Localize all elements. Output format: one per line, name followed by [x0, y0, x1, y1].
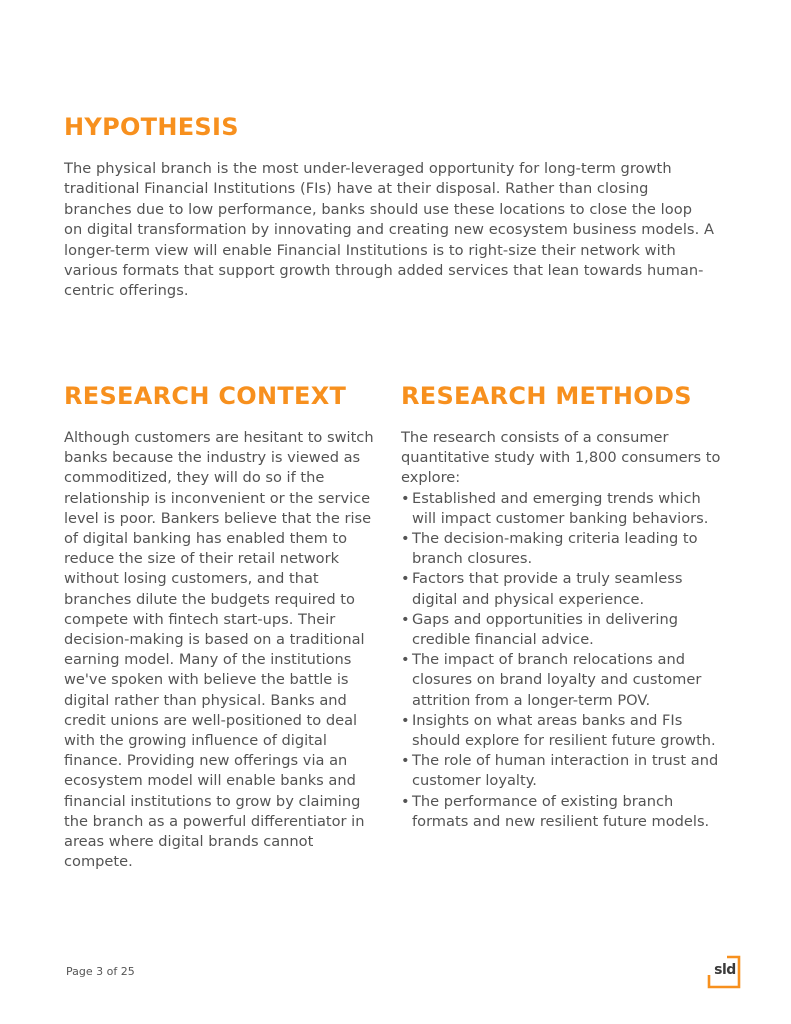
research-methods-intro: The research consists of a consumer quantitative study with 1,800 consumers to explore:: [401, 429, 721, 487]
research-context-paragraph: Although customers are hesitant to switch banks because the industry is viewed as commoditized, they will do so if the relationship is inconvenient or the service level is poor. Bankers believe that the rise of digital banking has enabled them to reduce the size of their retail network without losing customers, and that branches dilute the budgets required to compete with fintech start-ups. Their decision-making is based on a traditional earning model. Many of the institutions we've spoken with believe the battle is digital rather than physical. Banks and credit unions are well-positioned to deal with the growing influence of digital finance. Providing new offerings via an ecosystem model will enable banks and financial institutions to grow by claiming the branch as a powerful differentiator in areas where digital brands cannot compete.: [64, 429, 374, 871]
list-item: • The decision-making criteria leading to branch closures.: [401, 529, 721, 569]
list-item: • Gaps and opportunities in delivering credible financial advice.: [401, 610, 721, 650]
list-item: • Factors that provide a truly seamless digital and physical experience.: [401, 569, 721, 609]
list-item: • Insights on what areas banks and FIs should explore for resilient future growth.: [401, 711, 721, 751]
logo-text: sld: [714, 962, 736, 978]
hypothesis-paragraph: The physical branch is the most under-leveraged opportunity for long-term growth traditional Financial Institutions (FIs) have at their disposal. Rather than closing branches due to low performance, banks should use these locations to close the loop on digital transformation by innovating and creating new ecosystem business models. A longer-term view will enable Financial Institutions is to right-size their network with various formats that support growth through added services that lean towards human-centric offerings.: [64, 160, 715, 300]
list-item: • The role of human interaction in trust and customer loyalty.: [401, 751, 721, 791]
hypothesis-heading: HYPOTHESIS: [64, 113, 239, 141]
sld-logo: [707, 955, 741, 989]
research-context-section: [64, 382, 374, 872]
research-methods-heading: RESEARCH METHODS: [401, 382, 692, 410]
research-methods-section: [401, 382, 721, 832]
research-context-heading: RESEARCH CONTEXT: [64, 382, 347, 410]
list-item: • The performance of existing branch formats and new resilient future models.: [401, 792, 721, 832]
list-item: • Established and emerging trends which will impact customer banking behaviors.: [401, 489, 721, 529]
list-item: • The impact of branch relocations and closures on brand loyalty and customer attrition from a longer-term POV.: [401, 650, 721, 711]
page-number: Page 3 of 25: [66, 965, 135, 978]
research-methods-list: [401, 489, 721, 832]
